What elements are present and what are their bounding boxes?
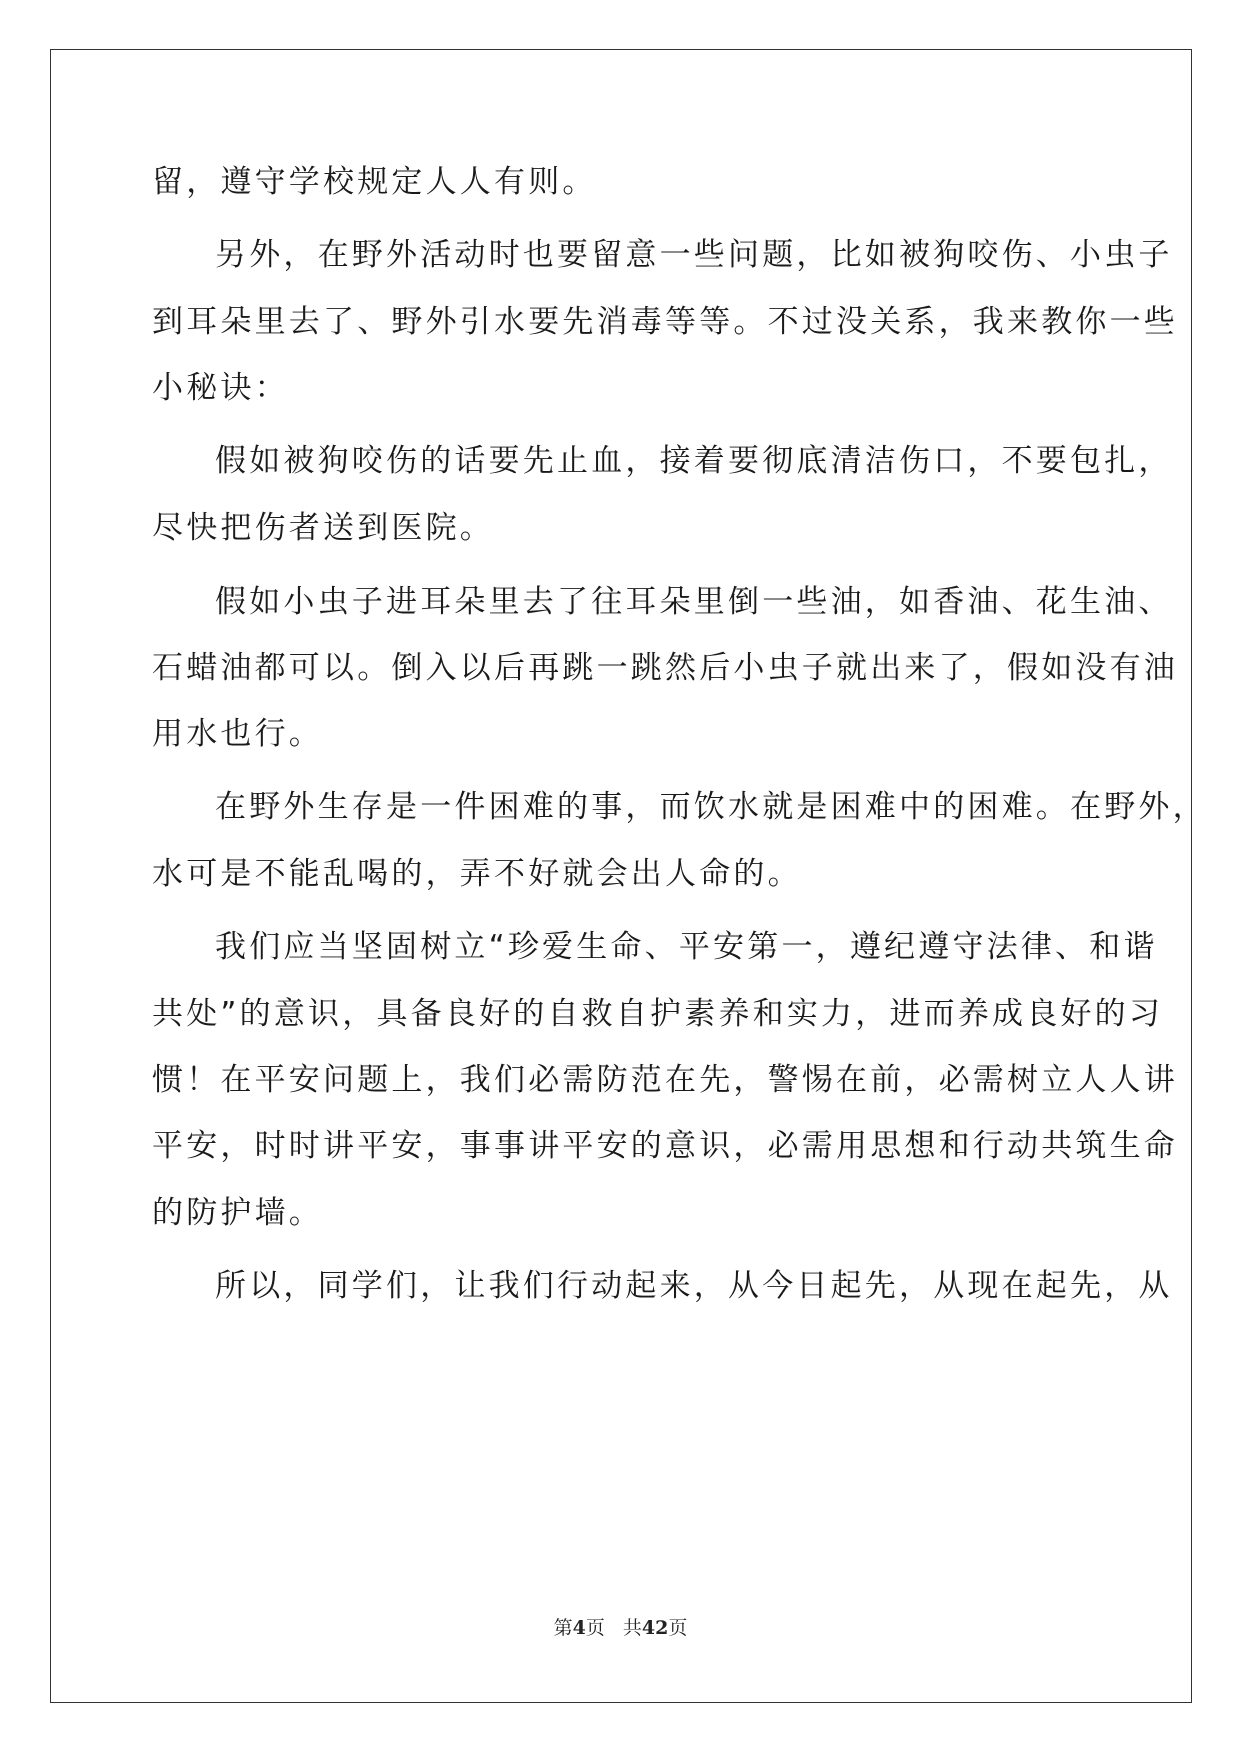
text-line: 共处”的意识，具备良好的自救自护素养和实力，进而养成良好的习 — [152, 996, 1164, 1032]
total-suffix: 页 — [668, 1617, 688, 1639]
paragraph-first-line: 另外，在野外活动时也要留意一些问题，比如被狗咬伤、小虫子 — [215, 237, 1173, 273]
text-line: 到耳朵里去了、野外引水要先消毒等等。不过没关系，我来教你一些 — [152, 304, 1178, 340]
paragraph-first-line: 我们应当坚固树立“珍爱生命、平安第一，遵纪遵守法律、和谐 — [215, 929, 1158, 965]
paragraph-first-line: 所以，同学们，让我们行动起来，从今日起先，从现在起先，从 — [215, 1268, 1173, 1304]
text-line: 用水也行。 — [152, 716, 323, 752]
text-line: 石蜡油都可以。倒入以后再跳一跳然后小虫子就出来了，假如没有油 — [152, 650, 1178, 686]
page-prefix: 第 — [553, 1617, 573, 1639]
page-number: 4 — [572, 1617, 586, 1639]
text-line: 平安，时时讲平安，事事讲平安的意识，必需用思想和行动共筑生命 — [152, 1128, 1178, 1164]
total-prefix: 共 — [622, 1617, 642, 1639]
text-line: 的防护墙。 — [152, 1195, 323, 1231]
page-footer — [0, 1613, 1241, 1640]
text-line: 尽快把伤者送到医院。 — [152, 510, 494, 546]
text-line: 留，遵守学校规定人人有则。 — [152, 164, 597, 200]
paragraph-first-line: 假如小虫子进耳朵里去了往耳朵里倒一些油，如香油、花生油、 — [215, 584, 1173, 620]
paragraph-first-line: 假如被狗咬伤的话要先止血，接着要彻底清洁伤口，不要包扎， — [215, 443, 1173, 479]
page-suffix: 页 — [585, 1617, 605, 1639]
total-pages: 42 — [641, 1617, 669, 1639]
text-line: 惯！在平安问题上，我们必需防范在先，警惕在前，必需树立人人讲 — [152, 1062, 1178, 1098]
text-line: 水可是不能乱喝的，弄不好就会出人命的。 — [152, 856, 802, 892]
paragraph-first-line: 在野外生存是一件困难的事，而饮水就是困难中的困难。在野外， — [215, 789, 1207, 825]
text-line: 小秘诀： — [152, 370, 289, 406]
